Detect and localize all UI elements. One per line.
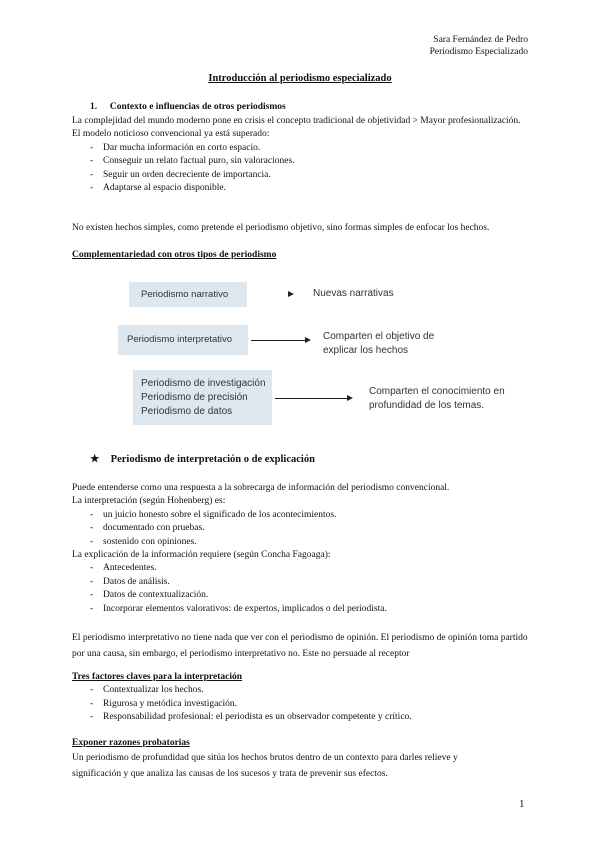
list-item: - Dar mucha información en corto espacio. <box>72 142 528 155</box>
diagram-text-interpretive-line2: explicar los hechos <box>323 345 409 356</box>
page-title: Introducción al periodismo especializado <box>208 73 392 84</box>
section2-heading-text: Periodismo de interpretación o de explicación <box>110 454 315 465</box>
list-item: - Datos de contextualización. <box>72 589 528 602</box>
list-item: - Conseguir un relato factual puro, sin valoraciones. <box>72 155 528 168</box>
diagram-box-investigation-line2: Periodismo de precisión <box>141 392 248 403</box>
section2-heading <box>90 453 315 465</box>
diagram-box-investigation-line3: Periodismo de datos <box>141 406 233 417</box>
diagram-box-investigation-line1: Periodismo de investigación <box>141 378 266 389</box>
diagram-text-interpretive-line1: Comparten el objetivo de <box>323 331 435 342</box>
list-item: - Adaptarse al espacio disponible. <box>72 182 528 195</box>
diagram-text-interpretive <box>323 330 434 358</box>
diagram-box-narrative-label: Periodismo narrativo <box>141 289 229 300</box>
reasons-para: Un periodismo de profundidad que sitúa los hechos brutos dentro de un contexto para darles relieve y significación y que analiza las causas de los sucesos y trata de prevenir sus efectos. <box>72 753 458 780</box>
arrow-right-icon <box>347 395 353 401</box>
list-item: - Datos de análisis. <box>72 576 528 589</box>
diagram-text-investigation-line1: Comparten el conocimiento en <box>369 386 505 397</box>
star-icon: ★ <box>90 454 100 465</box>
diagram-text-investigation-line2: profundidad de los temas. <box>369 400 485 411</box>
list-item: - Rigurosa y metódica investigación. <box>72 698 528 711</box>
list-item: - Seguir un orden decreciente de importancia. <box>72 169 528 182</box>
arrow-right-icon <box>288 291 294 297</box>
factors-bullet-list <box>72 684 528 724</box>
diagram-text-narrative: Nuevas narrativas <box>313 288 394 299</box>
diagram-text-investigation <box>369 385 505 413</box>
section1-para1: La complejidad del mundo moderno pone en crisis el concepto tradicional de objetividad > Mayor profesionalización. <box>72 116 521 126</box>
complement-heading: Complementariedad con otros tipos de periodismo <box>72 250 277 260</box>
section2-para4: El periodismo interpretativo no tiene nada que ver con el periodismo de opinión. El periodismo de opinión toma partido por una causa, sin embargo, el periodismo interpretativo no. Este no persuade al receptor <box>72 633 528 659</box>
section2-bullet-list-1 <box>72 509 528 549</box>
reasons-section <box>72 737 528 782</box>
diagram-box-investigation-labels <box>141 377 266 419</box>
list-item: - Antecedentes. <box>72 562 528 575</box>
header-author: Sara Fernández de Pedro <box>433 35 528 45</box>
list-item: - Contextualizar los hechos. <box>72 684 528 697</box>
section2-para3: La explicación de la información requiere (según Concha Fagoaga): <box>72 550 331 561</box>
list-item: - Incorporar elementos valorativos: de expertos, implicados o del periodista. <box>72 603 528 616</box>
list-item: - documentado con pruebas. <box>72 522 528 535</box>
section2-para2: La interpretación (según Hohenberg) es: <box>72 496 226 507</box>
factors-section <box>72 671 528 725</box>
arrow-right-icon <box>305 337 311 343</box>
arrow-line <box>275 398 348 399</box>
section1-heading-text: Contexto e influencias de otros periodismos <box>109 102 286 112</box>
section1-para3: No existen hechos simples, como pretende el periodismo objetivo, sino formas simples de enfocar los hechos. <box>72 223 490 233</box>
header-subject: Periodismo Especializado <box>429 47 528 57</box>
reasons-heading: Exponer razones probatorias <box>72 738 190 748</box>
diagram-box-narrative <box>129 282 247 307</box>
diagram-box-interpretive <box>118 325 248 355</box>
section1-number: 1. <box>90 102 98 112</box>
diagram-box-investigation <box>133 370 272 425</box>
factors-heading: Tres factores claves para la interpretación <box>72 672 242 682</box>
section2-body <box>72 482 528 616</box>
section2-bullet-list-2 <box>72 562 528 616</box>
list-item: - sostenido con opiniones. <box>72 536 528 549</box>
list-item: - un juicio honesto sobre el significado de los acontecimientos. <box>72 509 528 522</box>
section1-para2: El modelo noticioso convencional ya está superado: <box>72 129 270 140</box>
page-number: 1 <box>519 798 525 810</box>
arrow-line <box>251 340 306 341</box>
list-item: - Responsabilidad profesional: el periodista es un observador competente y crítico. <box>72 711 528 724</box>
diagram-box-interpretive-label: Periodismo interpretativo <box>127 334 233 345</box>
section2-para1: Puede entenderse como una respuesta a la sobrecarga de información del periodismo convencional. <box>72 483 450 493</box>
